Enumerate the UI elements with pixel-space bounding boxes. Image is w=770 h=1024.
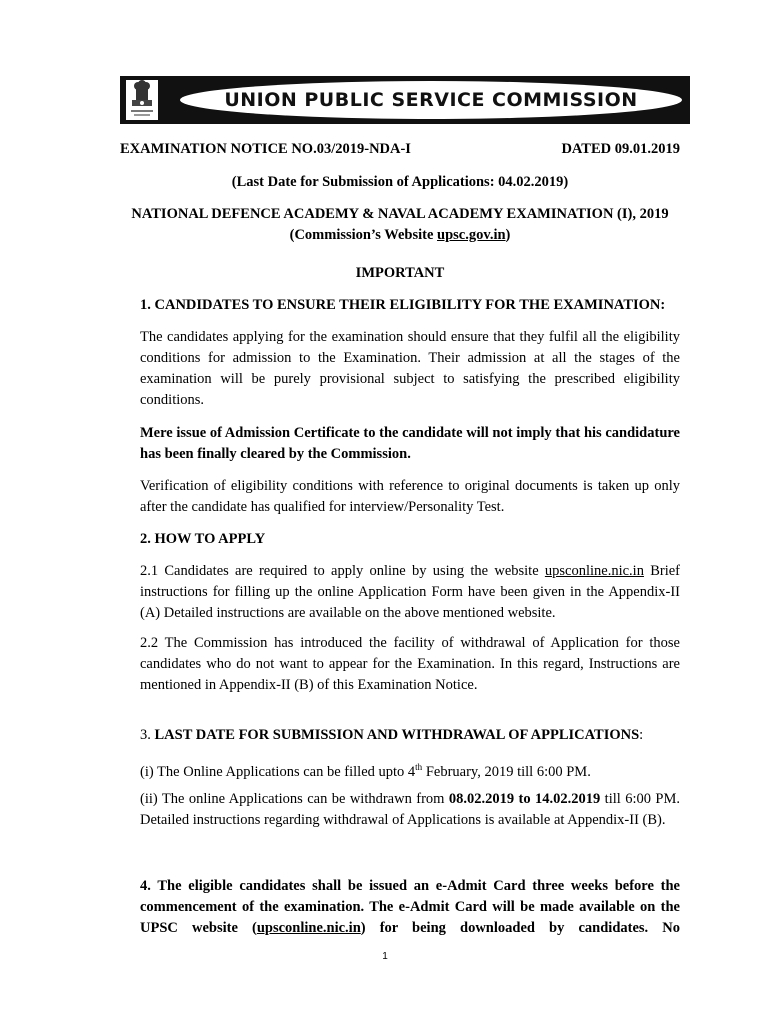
upsc-banner	[120, 76, 690, 124]
section-1-paragraph-2: Mere issue of Admission Certificate to the candidate will not imply that his candidature has been finally cleared by the Commission.	[140, 425, 680, 462]
section-1-paragraph-3: Verification of eligibility conditions with reference to original documents is taken up only after the candidate has qualified for interview/Personality Test.	[140, 478, 680, 515]
banner-title-oval	[180, 81, 682, 119]
ashoka-emblem-icon	[126, 80, 158, 120]
section-3-heading: 3. LAST DATE FOR SUBMISSION AND WITHDRAWAL OF APPLICATIONS:	[140, 727, 644, 743]
section-2-heading: 2. HOW TO APPLY	[140, 531, 266, 547]
upsconline-link-2[interactable]: upsconline.nic.in	[256, 920, 361, 936]
section-4-paragraph: 4. The eligible candidates shall be issued an e-Admit Card three weeks before the commencement of the examination. The e-Admit Card will be made available on the UPSC website (upsconline.nic.in) for being downloaded by candidates. No	[140, 878, 680, 936]
last-date-line: (Last Date for Submission of Applications: 04.02.2019)	[231, 174, 569, 190]
section-1-paragraph-1: The candidates applying for the examination should ensure that they fulfil all the eligibility conditions for admission to the Examination. Their admission at all the stages of the examination will be purely provisional subject to satisfying the prescribed eligibility conditions.	[140, 329, 680, 408]
page-number: 1	[382, 951, 388, 962]
section-3-item-i: (i) The Online Applications can be filled upto 4th February, 2019 till 6:00 PM.	[140, 762, 591, 780]
banner-title: UNION PUBLIC SERVICE COMMISSION	[224, 89, 638, 111]
section-3-item-ii: (ii) The online Applications can be withdrawn from 08.02.2019 to 14.02.2019 till 6:00 PM. Detailed instructions regarding withdrawal of Applications is available at Appendix-II (B).	[140, 791, 680, 828]
notice-number: EXAMINATION NOTICE NO.03/2019-NDA-I	[120, 141, 411, 157]
upsc-website-link[interactable]: upsc.gov.in	[437, 227, 506, 243]
notice-header-row	[120, 139, 680, 160]
upsconline-link[interactable]: upsconline.nic.in	[544, 563, 644, 579]
exam-title: NATIONAL DEFENCE ACADEMY & NAVAL ACADEMY EXAMINATION (I), 2019	[131, 206, 669, 222]
section-2-paragraph-2: 2.2 The Commission has introduced the facility of withdrawal of Application for those candidates who do not want to appear for the Examination. In this regard, Instructions are mentioned in Appendix-II (B) of this Examination Notice.	[140, 635, 680, 693]
notice-date: DATED 09.01.2019	[561, 141, 680, 157]
section-1-heading: 1. CANDIDATES TO ENSURE THEIR ELIGIBILITY FOR THE EXAMINATION:	[140, 297, 666, 313]
important-heading: IMPORTANT	[355, 265, 445, 281]
website-line: (Commission’s Website upsc.gov.in)	[289, 227, 511, 243]
section-2-paragraph-1: 2.1 Candidates are required to apply online by using the website upsconline.nic.in Brief instructions for filling up the online Application Form have been given in the Appendix-II (A) Detailed instructions are available on the above mentioned website.	[140, 563, 681, 621]
